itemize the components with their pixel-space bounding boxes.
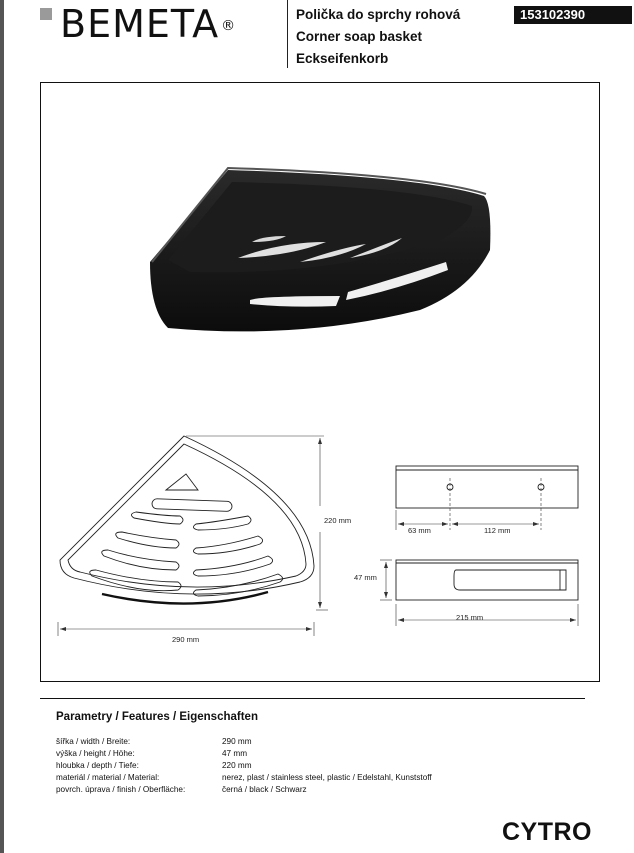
offset-dimension-label: 63 mm xyxy=(408,526,431,535)
section-divider xyxy=(40,698,585,699)
param-label-material: materiál / material / Material: xyxy=(56,773,160,782)
title-en: Corner soap basket xyxy=(296,29,423,44)
title-de: Eckseifenkorb xyxy=(296,51,389,66)
depth-dimension-label: 220 mm xyxy=(324,516,352,525)
params-title: Parametry / Features / Eigenschaften xyxy=(56,711,258,723)
param-label-width: šířka / width / Breite: xyxy=(56,737,131,746)
brand-name: BEMETA xyxy=(60,2,220,46)
width-dimension-label: 290 mm xyxy=(172,635,200,644)
param-value-depth: 220 mm xyxy=(222,761,252,770)
height-dimension-label: 47 mm xyxy=(354,573,377,582)
title-cz: Polička do sprchy rohová xyxy=(296,7,461,22)
param-label-depth: hloubka / depth / Tiefe: xyxy=(56,761,139,770)
holes-dimension-label: 112 mm xyxy=(484,526,511,535)
param-value-material: nerez, plast / stainless steel, plastic / Edelstahl, Kunststoff xyxy=(222,773,432,782)
param-value-finish: černá / black / Schwarz xyxy=(222,785,307,794)
param-value-height: 47 mm xyxy=(222,749,248,758)
product-code-badge: 153102390 xyxy=(514,6,632,24)
param-label-height: výška / height / Höhe: xyxy=(56,749,135,758)
side-width-dimension-label: 215 mm xyxy=(456,613,484,622)
param-label-finish: povrch. úprava / finish / Oberfläche: xyxy=(56,785,186,794)
series-name: CYTRO xyxy=(502,818,592,846)
registered-mark: ® xyxy=(221,18,237,34)
param-value-width: 290 mm xyxy=(222,737,252,746)
